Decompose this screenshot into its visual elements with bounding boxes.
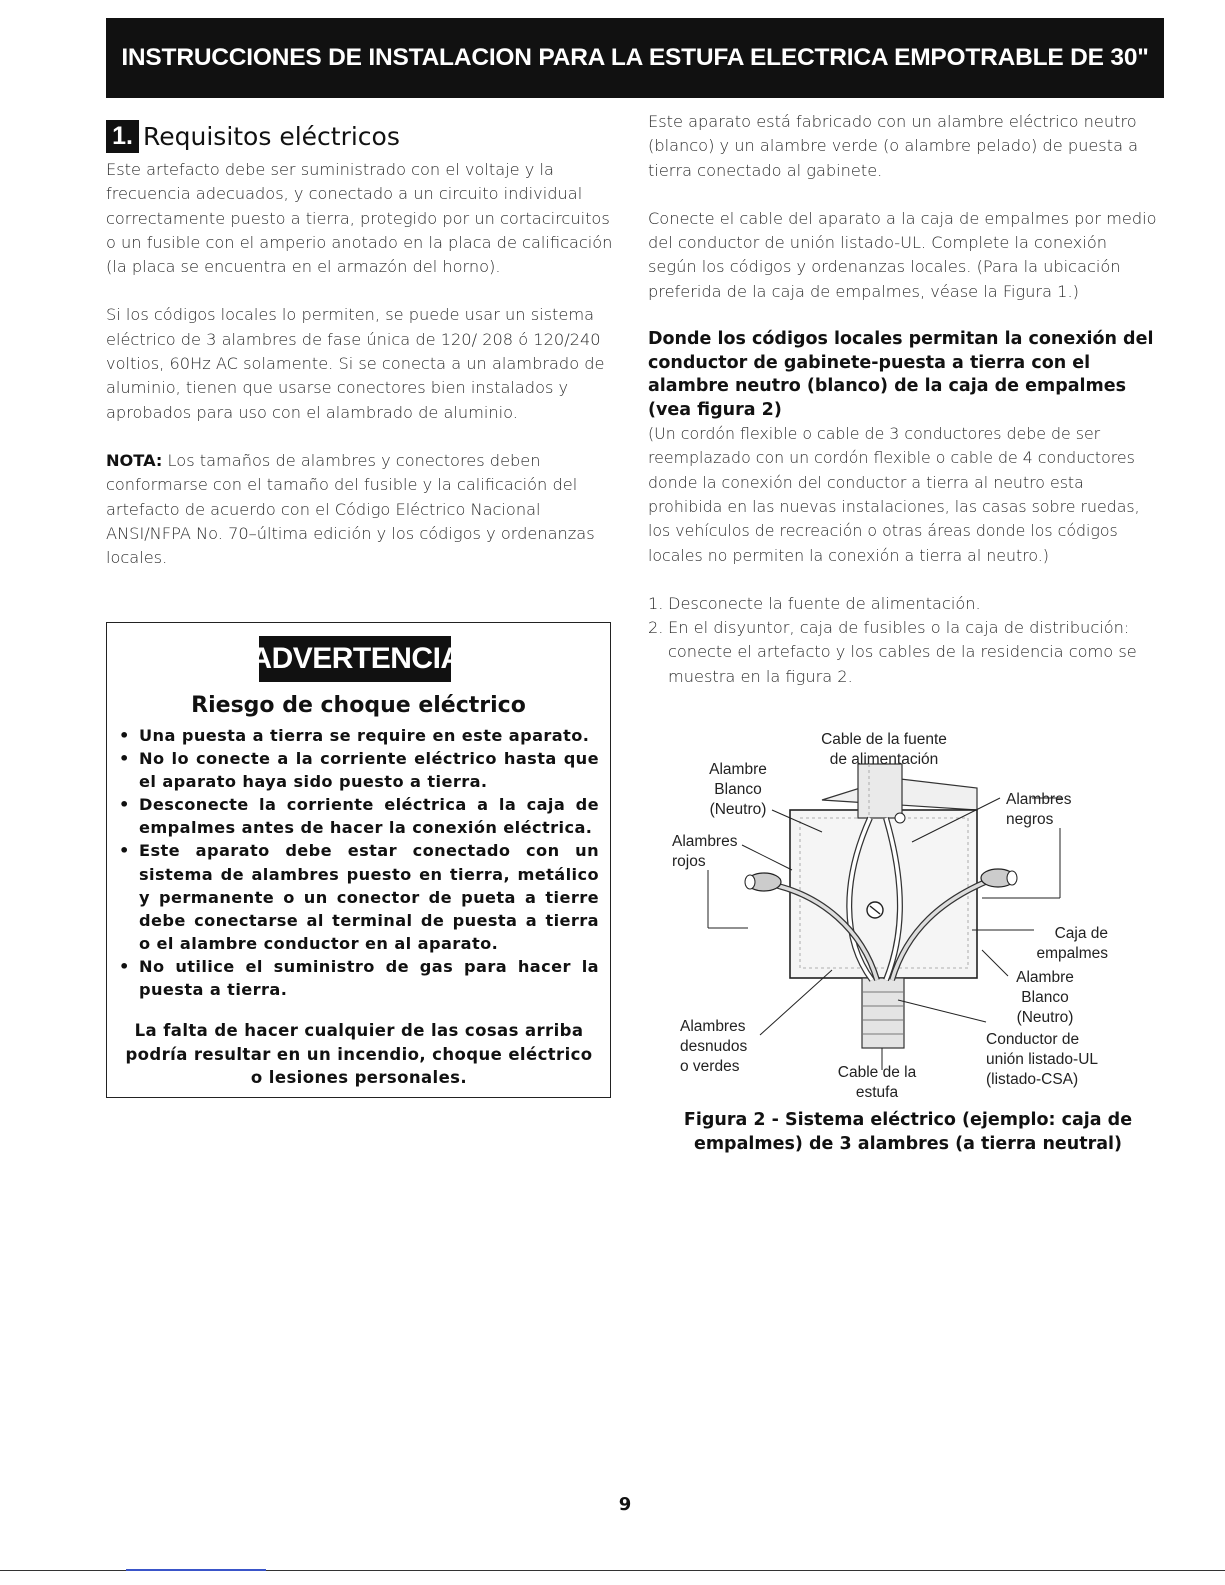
- label-red-wires: Alambres rojos: [672, 833, 738, 870]
- page-banner: INSTRUCCIONES DE INSTALACION PARA LA ESTUFA ELECTRICA EMPOTRABLE DE 30": [106, 18, 1164, 98]
- warning-item: • No utilice el suministro de gas para hacer la puesta a tierra.: [117, 955, 599, 1001]
- warning-item: • Este aparato debe estar conectado con un sistema de alambres puesto en tierra, metálico y permanente o un conector de pueta a tierre debe conectarse al terminal de puesta a tierra o el alambre conductor en al aparato.: [117, 839, 599, 954]
- step-item: 1. Desconecte la fuente de alimentación.: [648, 593, 981, 613]
- left-paragraph-1: Este artefacto debe ser suministrado con el voltaje y la frecuencia adecuados, y conectado a un circuito individual correctamente puesto a tierra, protegido por un cortacircuitos o un fusible con el amperio anotado en la placa de calificación (la placa se encuentra en el armazón del horno).: [106, 160, 613, 277]
- label-range-cable: Cable de la estufa: [837, 1064, 917, 1101]
- label-bonding-conductor: Conductor de unión listado-UL (listado-CSA): [986, 1031, 1099, 1088]
- warning-footer: La falta de hacer cualquier de las cosas arriba podría resultar en un incendio, choque eléctrico o lesiones personales.: [125, 1021, 593, 1087]
- step-item: 2. En el disyuntor, caja de fusibles o la caja de distribución: conecte el artefacto y los cables de la residencia como se muestra en la figura 2.: [648, 618, 1137, 686]
- label-junction-box: Caja de empalmes: [1036, 925, 1108, 962]
- figure-caption: Figura 2 - Sistema eléctrico (ejemplo: caja de empalmes) de 3 alambres (a tierra neutral): [683, 1110, 1133, 1154]
- junction-box-figure: [672, 730, 1122, 1110]
- page-number: 9: [618, 1494, 632, 1515]
- label-black-wires: Alambres negros: [1006, 791, 1072, 828]
- nota-paragraph: [106, 449, 614, 570]
- steps-list: [648, 592, 1158, 689]
- right-column: [648, 110, 1158, 689]
- left-paragraph-2: Si los códigos locales lo permiten, se puede usar un sistema eléctrico de 3 alambres de fase única de 120/ 208 ó 120/240 voltios, 60Hz AC solamente. Si se conecta a un alambrado de aluminio, tienen que usarse conectores bien instalados y aprobados para uso con el alambrado de aluminio.: [106, 305, 605, 422]
- right-paragraph-1: Este aparato está fabricado con un alambre eléctrico neutro (blanco) y un alambre verde (o alambre pelado) de puesta a tierra conectado al gabinete.: [648, 112, 1139, 180]
- label-white-wire-bottom: Alambre Blanco (Neutro): [1016, 969, 1074, 1026]
- warning-item: • Desconecte la corriente eléctrica a la caja de empalmes antes de hacer la conexión eléctrica.: [117, 793, 599, 839]
- parenthetical-note: (Un cordón flexible o cable de 3 conductores debe de ser reemplazado con un cordón flexible o cable de 4 conductores donde la conexión del conductor a tierra al neutro esta prohibida en las nuevas instalaciones, las casas sobre ruedas, los vehículos de recreación o otras áreas donde los códigos locales no permiten la conexión a tierra al neutro.): [648, 424, 1140, 565]
- label-bare-wires: Alambres desnudos o verdes: [680, 1018, 748, 1075]
- warning-badge-label: ADVERTENCIA: [250, 642, 462, 675]
- warning-list: [117, 724, 599, 1001]
- nota-text: Los tamaños de alambres y conectores deben conformarse con el tamaño del fusible y la calificación del artefacto de acuerdo con el Código Eléctrico Nacional ANSI/NFPA No. 70–última edición y los códigos y ordenanzas locales.: [106, 450, 595, 568]
- section-heading: [106, 116, 614, 156]
- label-source-cable: Cable de la fuente de alimentación: [821, 731, 947, 768]
- right-paragraph-2: Conecte el cable del aparato a la caja de empalmes por medio del conductor de unión listado-UL. Complete la conexión según los códigos y ordenanzas locales. (Para la ubicación preferida de la caja de empalmes, véase la Figura 1.): [648, 208, 1157, 301]
- section-title: Requisitos eléctricos: [143, 121, 400, 151]
- bold-heading: Donde los códigos locales permitan la conexión del conductor de gabinete-puesta a tierra con el alambre neutro (blanco) de la caja de empalmes (vea figura 2): [648, 329, 1154, 420]
- nota-label: NOTA:: [106, 450, 163, 470]
- left-column: [106, 116, 614, 594]
- warning-item: • No lo conecte a la corriente eléctrico hasta que el aparato haya sido puesto a tierra.: [117, 747, 599, 793]
- warning-box: [106, 622, 611, 1098]
- section-number: 1.: [106, 120, 139, 153]
- warning-item: • Una puesta a tierra se require en este aparato.: [117, 724, 599, 747]
- warning-title: Riesgo de choque eléctrico: [191, 693, 526, 718]
- warning-badge: [250, 636, 462, 682]
- footer-link-underline: [126, 1569, 266, 1571]
- label-white-wire-top: Alambre Blanco (Neutro): [709, 761, 767, 818]
